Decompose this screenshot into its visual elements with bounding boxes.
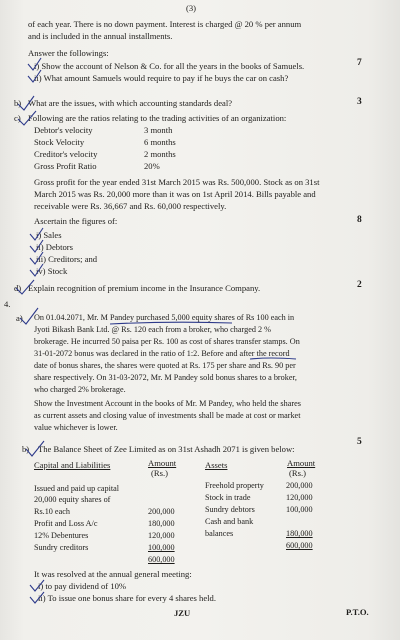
tick-mark-icon xyxy=(28,70,41,82)
q3a-line2: and is included in the annual installments. xyxy=(28,31,173,41)
q3a-part-i: i) Show the account of Nelson & Co. for all the years in the books of Samuels. xyxy=(34,61,305,71)
bs-header-assets: Assets xyxy=(205,460,228,470)
bs-header-amount2: Amount xyxy=(287,458,316,468)
bs-header-amount1-unit: (Rs.) xyxy=(151,468,168,478)
bs-liability-label: Rs.10 each xyxy=(34,507,70,516)
tick-mark-icon xyxy=(30,228,43,240)
q4-number: 4. xyxy=(4,299,11,309)
q3d-marks: 2 xyxy=(357,280,362,290)
footer-code: JZU xyxy=(174,608,191,618)
q3a-marks: 7 xyxy=(357,58,362,68)
q4b-resolution: i) to pay dividend of 10% xyxy=(38,581,127,591)
ratio-value: 2 months xyxy=(144,149,176,159)
bs-asset-amount: 180,000 xyxy=(286,529,313,538)
tick-mark-icon xyxy=(26,441,44,456)
q3a-part-ii: ii) What amount Samuels would require to pay if he buys the car on cash? xyxy=(34,73,289,83)
q3a-part-ii-text: What amount Samuels would require to pay if he buys the car on cash? xyxy=(43,73,289,83)
ratio-value: 3 month xyxy=(144,125,173,135)
bs-asset-label: Cash and bank xyxy=(205,517,254,526)
pto-label: P.T.O. xyxy=(346,607,369,617)
q3c-para1: Gross profit for the year ended 31st March 2015 was Rs. 500,000. Stock as on 31st xyxy=(34,177,320,187)
q3b-label: b) xyxy=(14,98,22,108)
bs-asset-amount: 200,000 xyxy=(286,481,313,490)
bs-header-amount2-unit: (Rs.) xyxy=(289,468,306,478)
q4b-label: b) xyxy=(22,444,30,454)
q4a-line: brokerage. He incurred 50 paisa per Rs. 100 as cost of shares transfer stamps. On xyxy=(34,337,300,346)
bs-asset-amount: 120,000 xyxy=(286,493,313,502)
q4a-label: a) xyxy=(16,313,23,323)
q4a-line: as current assets and closing value of investments shall be made at cost or market xyxy=(34,411,301,420)
q3c-label: c) xyxy=(14,113,21,123)
tick-mark-icon xyxy=(18,111,36,125)
ratio-name: Gross Profit Ratio xyxy=(34,161,97,171)
tick-mark-icon xyxy=(30,592,44,603)
q3d-text: Explain recognition of premium income in the Insurance Company. xyxy=(28,283,261,293)
q3c-item: i) Sales xyxy=(36,230,62,240)
q3a-part-i-text: Show the account of Nelson & Co. for all the years in the books of Samuels. xyxy=(41,61,305,71)
q4b-resolution: ii) To issue one bonus share for every 4 shares held. xyxy=(38,593,216,603)
bs-liability-label: 12% Debentures xyxy=(34,531,89,540)
bs-asset-label: Freehold property xyxy=(205,481,264,490)
bs-header-amount1: Amount xyxy=(148,458,177,468)
q4a-line: On 01.04.2071, Mr. M Pandey purchased 5,000 equity shares of Rs 100 each in xyxy=(34,313,295,322)
ratio-value: 20% xyxy=(144,161,160,171)
q4a-line: Jyoti Bikash Bank Ltd. @ Rs. 120 each from a broker, who charged 2 % xyxy=(34,325,271,334)
tick-mark-icon xyxy=(28,58,41,70)
q4a-marks: 5 xyxy=(357,437,362,447)
bs-liability-label: Profit and Loss A/c xyxy=(34,519,98,528)
q3b-marks: 3 xyxy=(357,97,362,107)
q3c-item: ii) Debtors xyxy=(36,242,73,252)
tick-mark-icon xyxy=(18,96,34,110)
q3a-line1: of each year. There is no down payment. Interest is charged @ 20 % per annum xyxy=(28,19,302,29)
bs-liability-amount: 180,000 xyxy=(148,519,175,528)
bs-asset-label: Sundry debtors xyxy=(205,505,255,514)
bs-liability-label: Issued and paid up capital xyxy=(34,484,120,493)
q4a-line: Show the Investment Account in the books of Mr. M Pandey, who held the shares xyxy=(34,399,301,408)
q4a-line: value whichever is lower. xyxy=(34,423,118,432)
q3c-para2: March 2015 was Rs. 20,000 more than it was on 1st April 2014. Bills payable and xyxy=(34,189,316,199)
bs-header-liabilities: Capital and Liabilities xyxy=(34,460,111,470)
q4b-intro: The Balance Sheet of Zee Limited as on 31st Ashadh 2071 is given below: xyxy=(38,444,295,454)
q4a-line: date of bonus shares, the shares were quoted at Rs. 175 per share and Rs. 90 per xyxy=(34,361,296,370)
bs-liability-total: 600,000 xyxy=(148,555,175,564)
bs-liability-label: 20,000 equity shares of xyxy=(34,495,111,504)
ratio-name: Stock Velocity xyxy=(34,137,85,147)
tick-mark-icon xyxy=(30,252,43,264)
q4a-line: who charged 2% brokerage. xyxy=(34,385,126,394)
tick-mark-icon xyxy=(30,264,43,276)
q4a-line: 31-01-2072 bonus was declared in the ratio of 1:2. Before and after the record xyxy=(34,349,290,358)
bs-asset-amount: 100,000 xyxy=(286,505,313,514)
ratio-name: Debtor's velocity xyxy=(34,125,93,135)
pen-underline xyxy=(250,358,296,359)
q3c-marks: 8 xyxy=(357,215,362,225)
bs-asset-total: 600,000 xyxy=(286,541,313,550)
q3b-text: What are the issues, with which accounting standards deal? xyxy=(28,98,233,108)
tick-mark-icon xyxy=(16,280,34,294)
q4a-line: share respectively. On 31-03-2072, Mr. M Pandey sold bonus shares to a broker, xyxy=(34,373,297,382)
q4b-resolved: It was resolved at the annual general meeting: xyxy=(34,569,192,579)
q3c-ascertain: Ascertain the figures of: xyxy=(34,216,118,226)
q3c-intro: Following are the ratios relating to the trading activities of an organization: xyxy=(28,113,287,123)
q3d-label: d) xyxy=(14,283,22,293)
ratio-value: 6 months xyxy=(144,137,176,147)
tick-mark-icon xyxy=(30,580,44,591)
q3c-para3: receivable were Rs. 36,667 and Rs. 60,000 respectively. xyxy=(34,201,227,211)
ratio-name: Creditor's velocity xyxy=(34,149,98,159)
page-number: (3) xyxy=(186,3,197,13)
bs-liability-amount: 200,000 xyxy=(148,507,175,516)
q3a-answer-prompt: Answer the followings: xyxy=(28,48,109,58)
q3c-item: iv) Stock xyxy=(36,266,68,276)
bs-asset-label: balances xyxy=(205,529,234,538)
bs-liability-label: Sundry creditors xyxy=(34,543,89,552)
bs-liability-amount: 100,000 xyxy=(148,543,175,552)
tick-mark-icon xyxy=(30,240,43,252)
pen-underline xyxy=(110,322,232,324)
tick-mark-icon xyxy=(20,308,38,324)
bs-liability-amount: 120,000 xyxy=(148,531,175,540)
bs-asset-label: Stock in trade xyxy=(205,493,251,502)
q3c-item: iii) Creditors; and xyxy=(36,254,98,264)
